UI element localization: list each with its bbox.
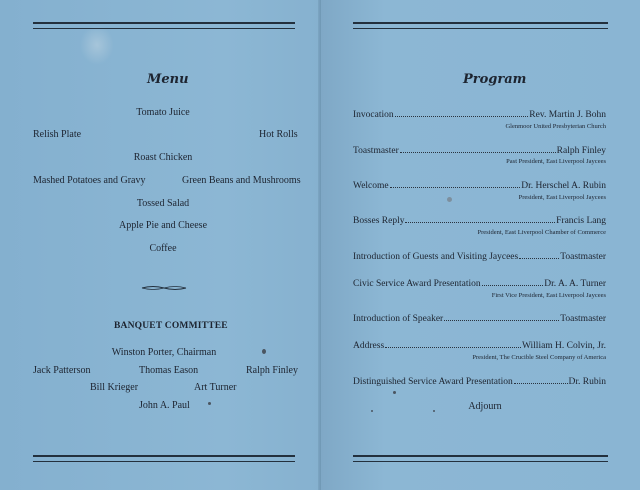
- menu-item-tomato-juice: Tomato Juice: [136, 107, 190, 118]
- program-item-bosses-reply: [353, 214, 606, 226]
- committee-member: Ralph Finley: [246, 365, 298, 376]
- program-item-toastmaster: [353, 144, 606, 156]
- program-panel: [321, 0, 640, 490]
- program-person: Dr. A. A. Turner: [544, 279, 606, 289]
- dot-leader: [395, 116, 529, 117]
- dot-leader: [444, 320, 559, 321]
- top-rule-right: [353, 22, 608, 29]
- committee-member: Bill Krieger: [90, 382, 139, 393]
- dot-leader: [519, 258, 559, 259]
- ink-spot: [262, 349, 266, 354]
- ink-spot: [433, 410, 435, 412]
- committee-heading: BANQUET COMMITTEE: [114, 321, 228, 331]
- dot-leader: [385, 347, 521, 348]
- dot-leader: [405, 222, 555, 223]
- program-note: First Vice President, East Liverpool Jaycees: [491, 292, 606, 299]
- dot-leader: [482, 285, 544, 286]
- program-person: Dr. Herschel A. Rubin: [521, 181, 606, 191]
- program-note: Glenmoor United Presbyterian Church: [505, 123, 606, 130]
- committee-member: John A. Paul: [139, 400, 190, 411]
- program-person: Toastmaster: [560, 314, 606, 324]
- dot-leader: [400, 152, 556, 153]
- program-note: President, East Liverpool Jaycees: [518, 194, 606, 201]
- program-heading: Program: [463, 72, 527, 87]
- menu-item-relish-plate: Relish Plate: [33, 129, 82, 140]
- program-label: Address: [353, 341, 385, 351]
- program-item-distinguished-award: [353, 375, 606, 387]
- menu-item-coffee: Coffee: [149, 243, 177, 254]
- program-item-invocation: [353, 108, 606, 120]
- committee-member: Art Turner: [194, 382, 237, 393]
- program-person: Toastmaster: [560, 252, 606, 262]
- dot-leader: [514, 383, 568, 384]
- committee-member: Jack Patterson: [33, 365, 91, 376]
- program-label: Bosses Reply: [353, 216, 405, 226]
- ornament-divider-icon: [141, 285, 187, 291]
- committee-member: Thomas Eason: [139, 365, 199, 376]
- menu-item-apple-pie: Apple Pie and Cheese: [118, 220, 208, 231]
- program-person: Rev. Martin J. Bohn: [529, 110, 606, 120]
- menu-heading: Menu: [147, 72, 189, 87]
- committee-chairman: Winston Porter, Chairman: [111, 347, 217, 358]
- top-rule-left: [33, 22, 295, 29]
- menu-item-tossed-salad: Tossed Salad: [136, 198, 190, 209]
- menu-item-roast-chicken: Roast Chicken: [133, 152, 193, 163]
- menu-item-mashed-potatoes: Mashed Potatoes and Gravy: [33, 175, 146, 186]
- program-closing: Adjourn: [468, 401, 502, 412]
- ink-spot: [447, 197, 452, 202]
- program-item-introduction-speaker: [353, 312, 606, 324]
- program-item-address: [353, 339, 606, 351]
- program-person: Ralph Finley: [556, 146, 606, 156]
- water-stain: [80, 25, 114, 65]
- program-note: President, East Liverpool Chamber of Commerce: [477, 229, 606, 236]
- program-label: Toastmaster: [353, 146, 399, 156]
- dot-leader: [390, 187, 521, 188]
- program-label: Introduction of Speaker: [353, 314, 444, 324]
- bottom-rule-left: [33, 455, 295, 462]
- program-label: Distinguished Service Award Presentation: [353, 377, 513, 387]
- ink-spot: [393, 391, 396, 394]
- menu-item-green-beans: Green Beans and Mushrooms: [182, 175, 301, 186]
- program-label: Welcome: [353, 181, 389, 191]
- program-note: Past President, East Liverpool Jaycees: [506, 158, 606, 165]
- program-person: Dr. Rubin: [568, 377, 606, 387]
- bottom-rule-right: [353, 455, 608, 462]
- program-item-welcome: [353, 179, 606, 191]
- program-label: Civic Service Award Presentation: [353, 279, 481, 289]
- program-note: President, The Crucible Steel Company of America: [472, 354, 606, 361]
- program-person: Francis Lang: [556, 216, 606, 226]
- ink-spot: [208, 402, 211, 405]
- program-label: Introduction of Guests and Visiting Jaycees: [353, 252, 519, 262]
- ink-spot: [371, 410, 373, 412]
- menu-item-hot-rolls: Hot Rolls: [259, 129, 298, 140]
- program-person: William H. Colvin, Jr.: [521, 341, 606, 351]
- program-item-civic-award: [353, 277, 606, 289]
- program-item-introduction-guests: [353, 250, 606, 262]
- program-label: Invocation: [353, 110, 394, 120]
